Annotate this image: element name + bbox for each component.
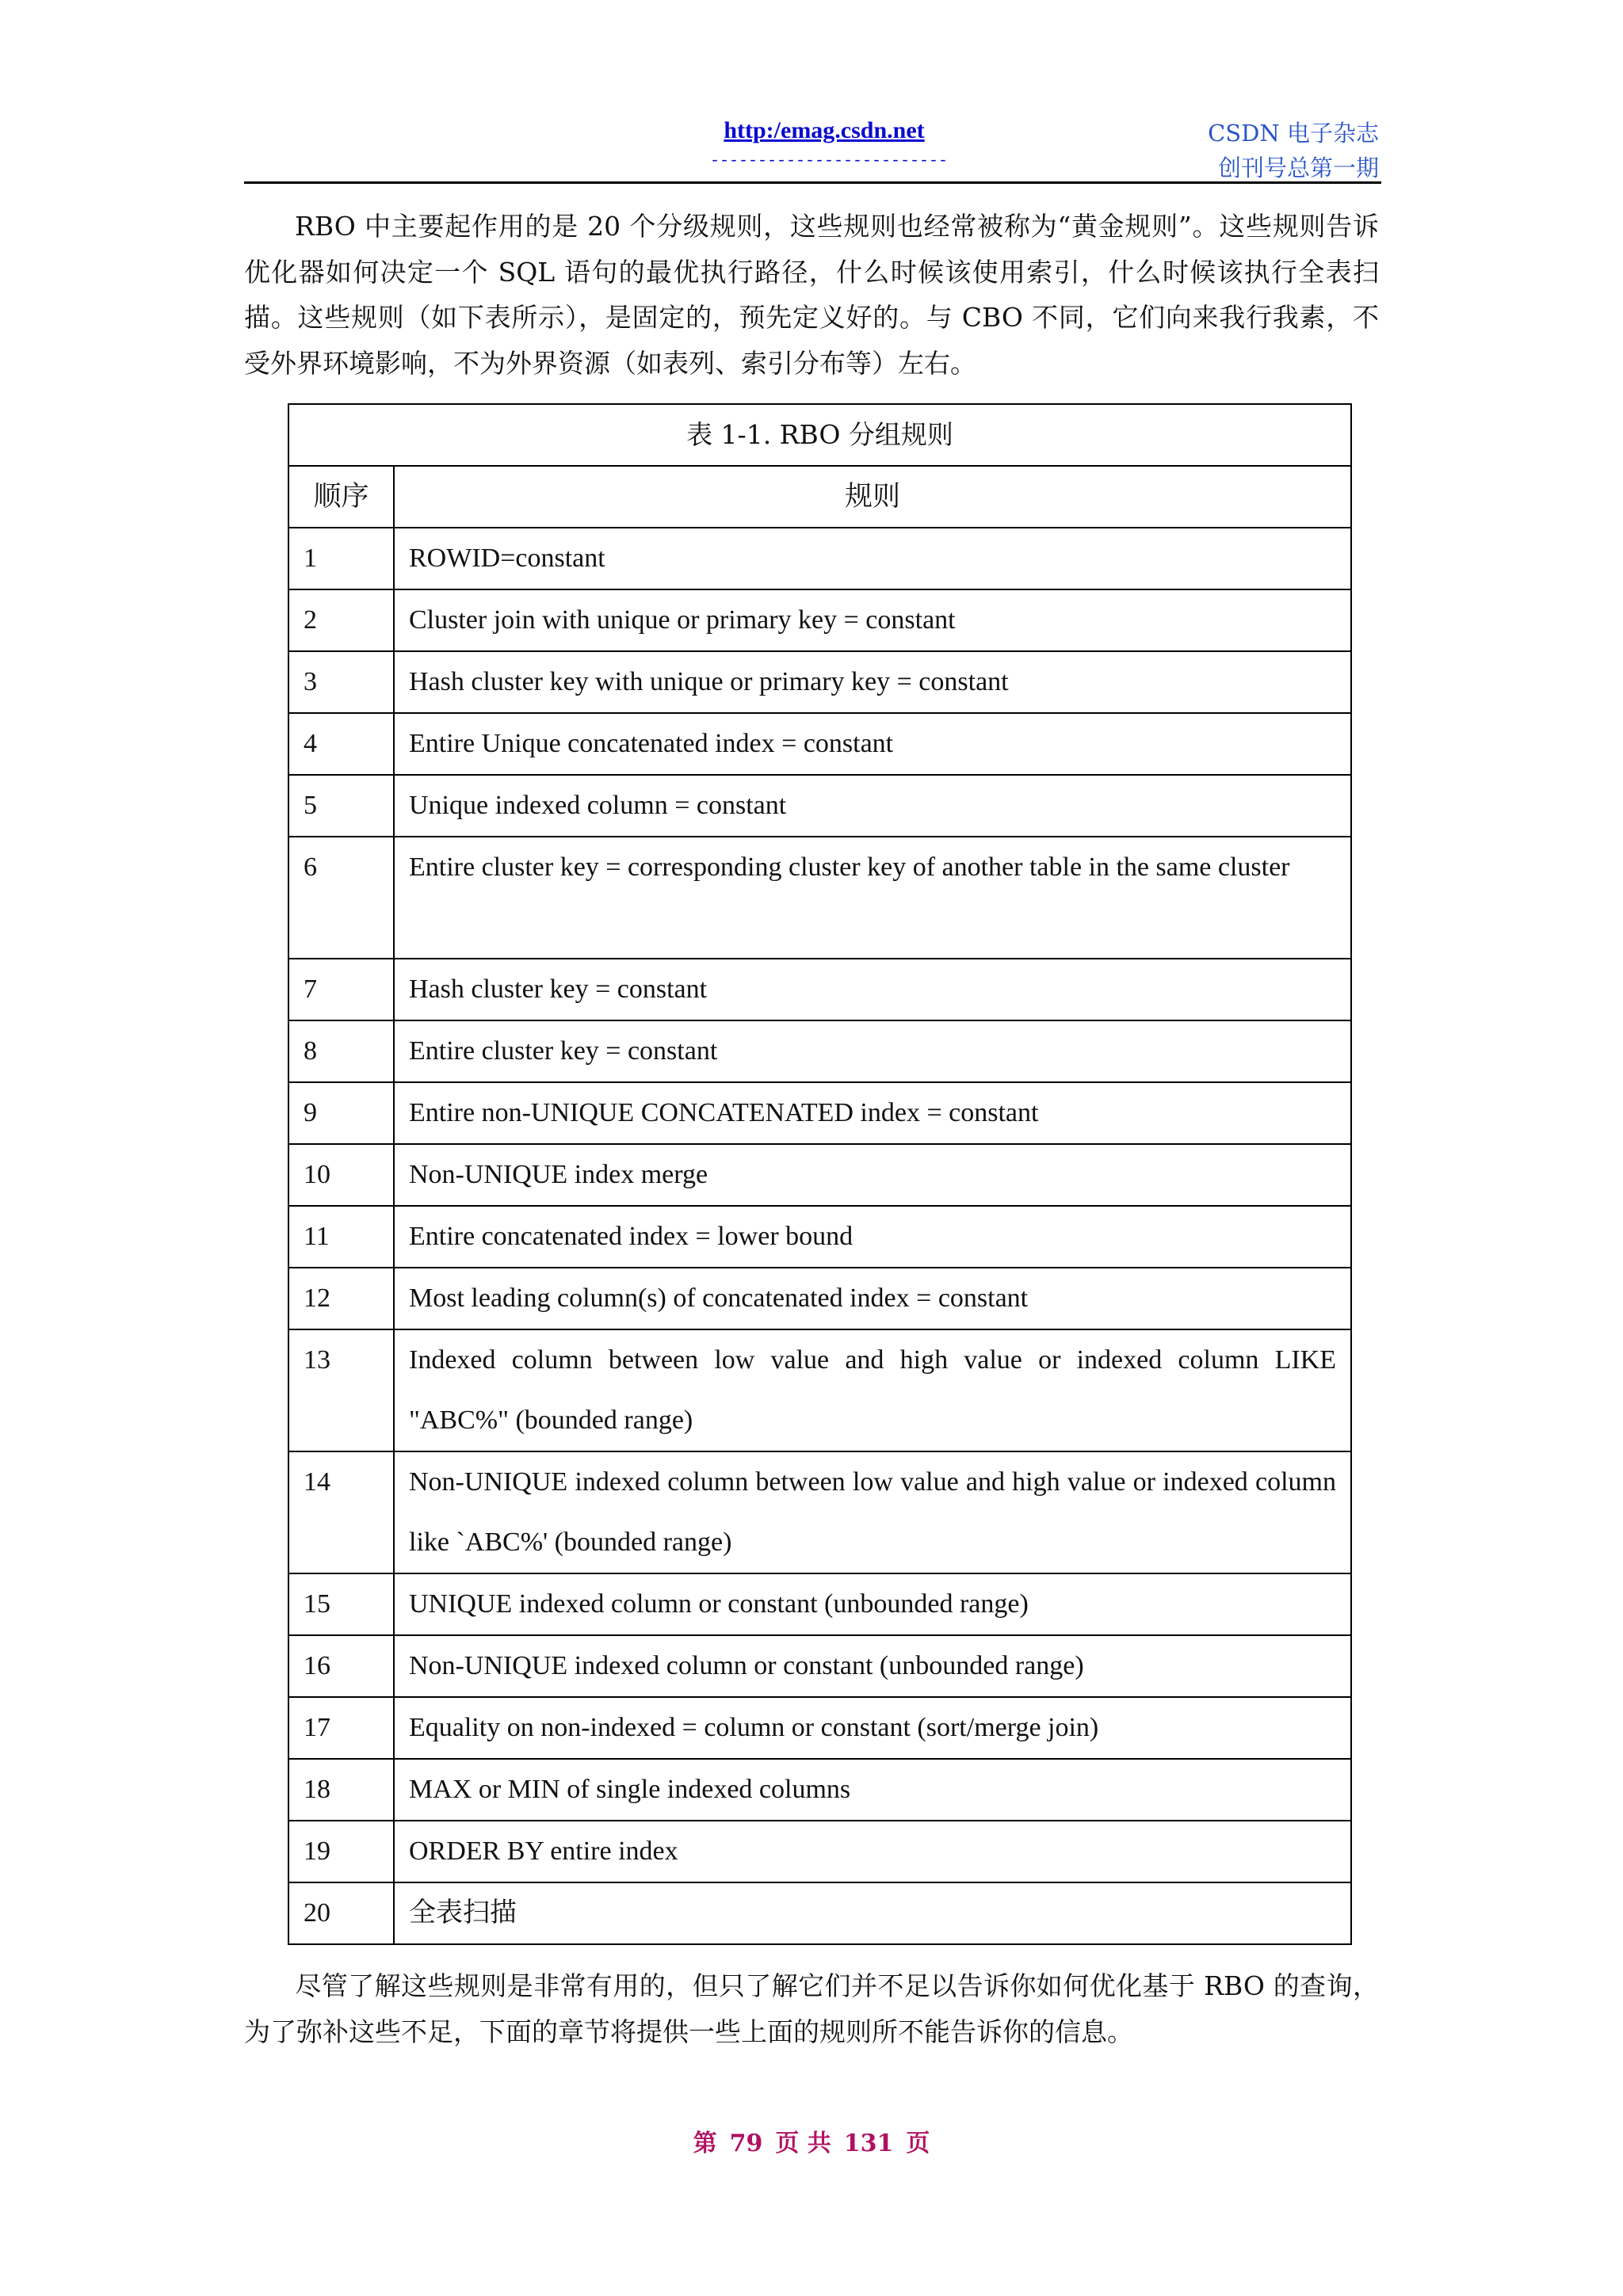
rule-order-cell: 16 — [288, 1635, 394, 1697]
rule-text-cell: Cluster join with unique or primary key = constant — [394, 589, 1351, 651]
table-row — [288, 651, 1351, 713]
rule-order-cell: 5 — [288, 775, 394, 837]
table-row — [288, 1759, 1351, 1821]
rule-text-cell: Indexed column between low value and high value or indexed column LIKE "ABC%" (bounded range) — [394, 1329, 1351, 1451]
rule-text-cell: Equality on non-indexed = column or constant (sort/merge join) — [394, 1697, 1351, 1759]
rule-text-cell: Entire non-UNIQUE CONCATENATED index = constant — [394, 1082, 1351, 1144]
rule-text-cell: ORDER BY entire index — [394, 1821, 1351, 1882]
rule-order-cell: 15 — [288, 1573, 394, 1635]
rule-order-cell: 6 — [288, 837, 394, 959]
rule-order-cell: 12 — [288, 1268, 394, 1329]
rule-order-cell: 10 — [288, 1144, 394, 1206]
header-url-link[interactable]: http:/emag.csdn.net — [724, 117, 925, 143]
rule-text-cell: Entire Unique concatenated index = constant — [394, 713, 1351, 775]
rule-text-cell: Entire concatenated index = lower bound — [394, 1206, 1351, 1268]
footer-page-number: 79 — [729, 2130, 763, 2157]
table-row — [288, 1635, 1351, 1697]
table-row — [288, 1882, 1351, 1944]
table-row — [288, 1821, 1351, 1882]
table-row — [288, 1268, 1351, 1329]
rule-order-cell: 14 — [288, 1451, 394, 1573]
intro-text: RBO 中主要起作用的是 20 个分级规则，这些规则也经常被称为“黄金规则”。这些规则告诉优化器如何决定一个 SQL 语句的最优执行路径，什么时候该使用索引，什么时候该执行全表扫描。这些规则（如下表所示），是固定的，预先定义好的。与 CBO 不同，它们向来我行我素，不受外界环境影响，不为外界资源（如表列、索引分布等）左右。 — [244, 211, 1379, 379]
table-row — [288, 589, 1351, 651]
table-row — [288, 1144, 1351, 1206]
rule-order-cell: 8 — [288, 1020, 394, 1082]
rule-order-cell: 7 — [288, 959, 394, 1020]
header-divider — [244, 181, 1381, 184]
header-url-underline: ------------------------- — [709, 152, 949, 170]
table-caption: 表 1-1. RBO 分组规则 — [288, 404, 1351, 466]
table-row — [288, 1206, 1351, 1268]
rule-order-cell: 19 — [288, 1821, 394, 1882]
rule-text-cell: Entire cluster key = corresponding cluster key of another table in the same cluster — [394, 837, 1351, 959]
table-row — [288, 1020, 1351, 1082]
rule-order-cell: 3 — [288, 651, 394, 713]
footer-middle: 页 共 — [775, 2130, 831, 2157]
rule-text-cell: UNIQUE indexed column or constant (unbounded range) — [394, 1573, 1351, 1635]
rule-order-cell: 4 — [288, 713, 394, 775]
table-row — [288, 1082, 1351, 1144]
table-row — [288, 713, 1351, 775]
page-footer — [0, 2123, 1623, 2158]
table-row — [288, 837, 1351, 959]
rule-text-cell: Hash cluster key with unique or primary key = constant — [394, 651, 1351, 713]
footer-suffix: 页 — [906, 2130, 930, 2157]
table-row — [288, 775, 1351, 837]
rule-order-cell: 13 — [288, 1329, 394, 1451]
outro-paragraph — [244, 1963, 1379, 2054]
rule-text-cell: 全表扫描 — [394, 1882, 1351, 1944]
rule-order-cell: 18 — [288, 1759, 394, 1821]
outro-text: 尽管了解这些规则是非常有用的，但只了解它们并不足以告诉你如何优化基于 RBO 的查询，为了弥补这些不足，下面的章节将提供一些上面的规则所不能告诉你的信息。 — [244, 1970, 1379, 2047]
rule-order-cell: 17 — [288, 1697, 394, 1759]
intro-paragraph — [244, 204, 1379, 386]
magazine-name: CSDN 电子杂志 — [1208, 120, 1379, 147]
rule-order-cell: 11 — [288, 1206, 394, 1268]
rule-text-cell: Non-UNIQUE indexed column between low value and high value or indexed column like `ABC%' (bounded range) — [394, 1451, 1351, 1573]
table-caption-row — [288, 404, 1351, 466]
column-header-order: 顺序 — [288, 466, 394, 528]
rbo-rules-table — [288, 403, 1352, 1945]
rule-text-cell: Hash cluster key = constant — [394, 959, 1351, 1020]
table-row — [288, 528, 1351, 589]
table-row — [288, 959, 1351, 1020]
rule-text-cell: Entire cluster key = constant — [394, 1020, 1351, 1082]
footer-total-pages: 131 — [843, 2130, 894, 2157]
rule-text-cell: Unique indexed column = constant — [394, 775, 1351, 837]
rule-order-cell: 20 — [288, 1882, 394, 1944]
rule-text-cell: MAX or MIN of single indexed columns — [394, 1759, 1351, 1821]
column-header-rule: 规则 — [394, 466, 1351, 528]
table-row — [288, 1329, 1351, 1451]
rule-text-cell: Most leading column(s) of concatenated index = constant — [394, 1268, 1351, 1329]
table-row — [288, 1697, 1351, 1759]
footer-prefix: 第 — [693, 2130, 717, 2157]
table-row — [288, 1451, 1351, 1573]
magazine-issue: 创刊号总第一期 — [1217, 154, 1379, 181]
table-row — [288, 1573, 1351, 1635]
rule-text-cell: Non-UNIQUE indexed column or constant (unbounded range) — [394, 1635, 1351, 1697]
rule-order-cell: 9 — [288, 1082, 394, 1144]
rule-text-cell: Non-UNIQUE index merge — [394, 1144, 1351, 1206]
rule-order-cell: 2 — [288, 589, 394, 651]
header-magazine-info — [1109, 116, 1379, 185]
rule-text-cell: ROWID=constant — [394, 528, 1351, 589]
table-header-row — [288, 466, 1351, 528]
rule-order-cell: 1 — [288, 528, 394, 589]
